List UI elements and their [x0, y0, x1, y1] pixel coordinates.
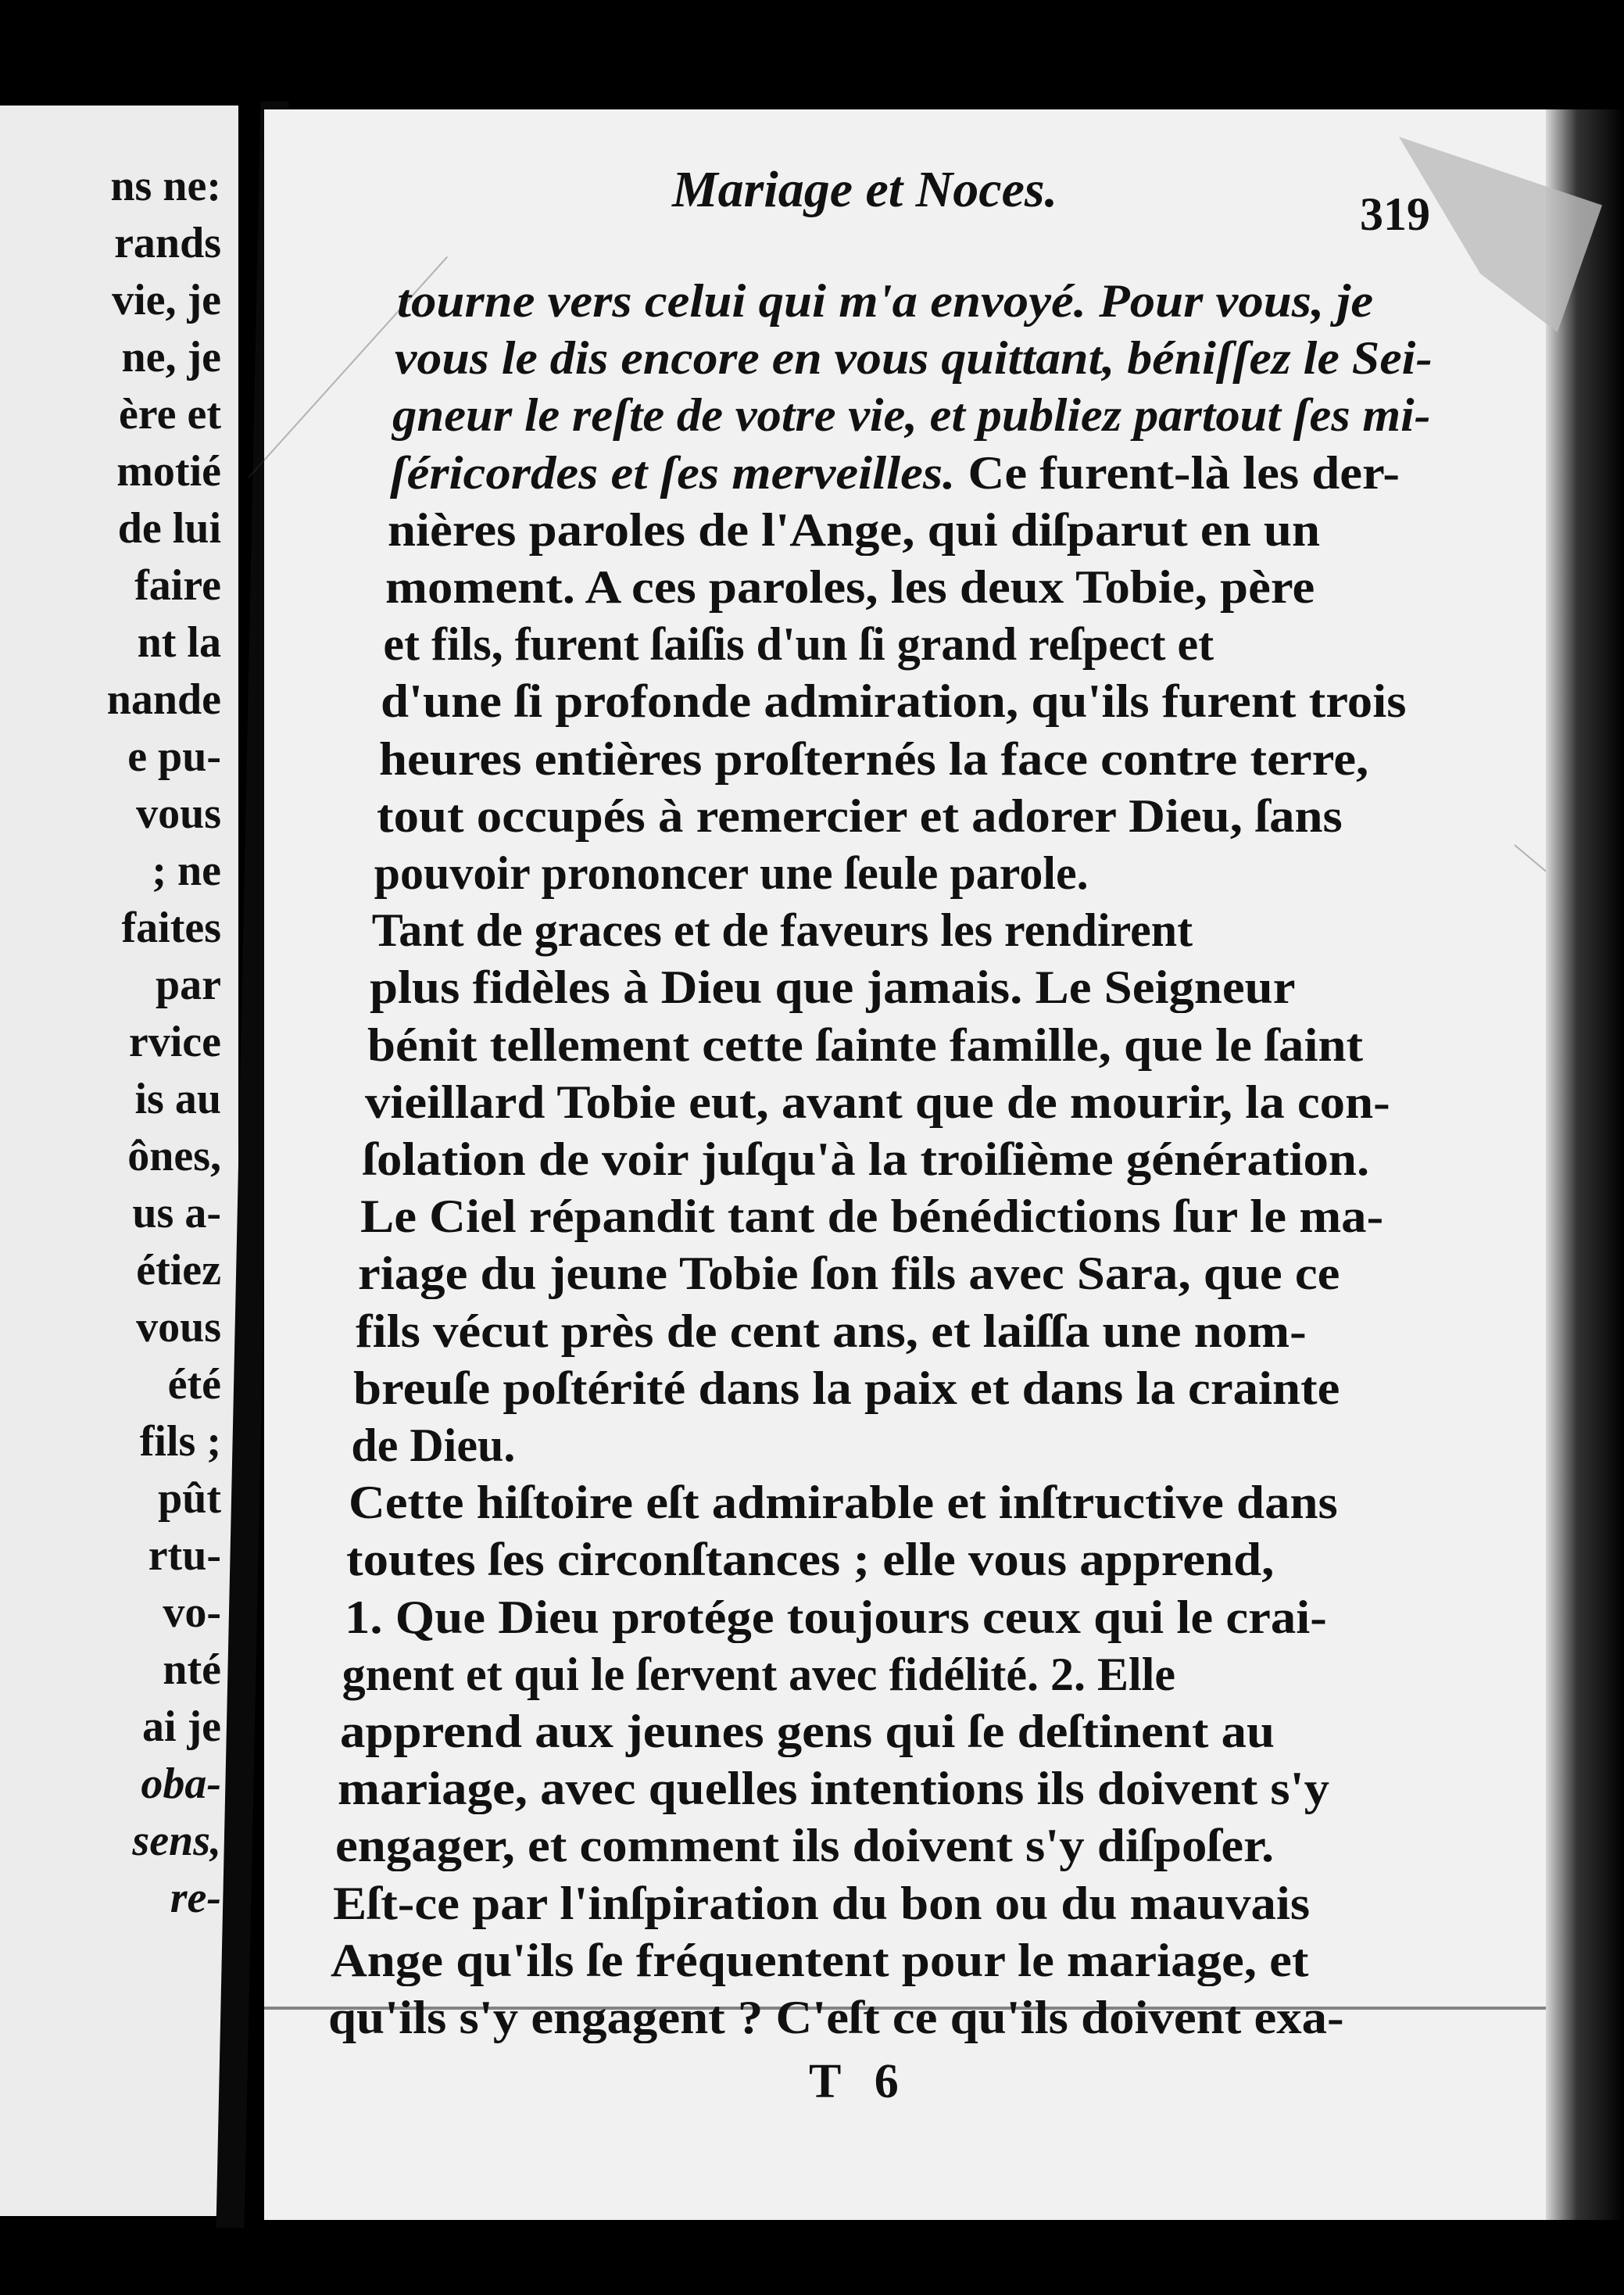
text-segment: plus fidèles à Dieu que jamais. Le Seigneur	[369, 961, 1296, 1014]
body-line	[385, 561, 1315, 613]
facing-page-line: vous	[136, 789, 221, 838]
body-line	[374, 847, 1089, 899]
facing-page-line: nt la	[137, 618, 221, 667]
body-line	[344, 1591, 1327, 1643]
body-line	[388, 503, 1321, 556]
body-line	[376, 789, 1343, 842]
text-segment: apprend aux jeunes gens qui ſe deſtinent au	[339, 1706, 1275, 1757]
text-segment: bénit tellement cette ſainte famille, que le ſaint	[367, 1019, 1363, 1071]
body-line	[330, 1934, 1309, 1986]
body-line	[378, 732, 1368, 785]
text-segment: qu'ils s'y engagent ? C'eſt ce qu'ils doivent exa-	[328, 1992, 1344, 2043]
facing-page-line: ne, je	[121, 333, 221, 381]
body-line	[332, 1877, 1310, 1929]
text-segment: heures entières proſternés la face contre terre,	[378, 732, 1368, 785]
facing-page-line: rvice	[128, 1018, 221, 1066]
running-title: Mariage et Noces.	[672, 161, 1058, 218]
facing-page-line: étiez	[136, 1246, 221, 1294]
facing-page-line: faire	[134, 561, 221, 610]
facing-page-line: faites	[121, 904, 221, 952]
body-line	[367, 1019, 1363, 1071]
body-line	[358, 1248, 1340, 1300]
text-segment: de Dieu.	[351, 1420, 516, 1471]
facing-page-line: par	[156, 961, 221, 1009]
text-segment: toutes ſes circonſtances ; elle vous apprend,	[346, 1534, 1275, 1586]
text-segment: d'une ſi profonde admiration, qu'ils furent trois	[381, 675, 1407, 728]
italic-text-segment: tourne vers celui qui m'a envoyé.	[397, 275, 1086, 327]
facing-page-line: rands	[114, 219, 221, 267]
facing-page-line: oba-	[141, 1760, 221, 1808]
facing-page-line: is au	[134, 1075, 221, 1123]
text-segment: Ange qu'ils ſe fréquentent pour le mariage, et	[330, 1934, 1309, 1986]
italic-text-segment: ſéricordes et ſes merveilles.	[390, 446, 956, 499]
facing-page-fragment	[0, 106, 238, 2216]
body-line	[337, 1763, 1329, 1815]
text-segment: moment. A ces paroles, les deux Tobie, père	[385, 561, 1315, 613]
signature-mark: T 6	[809, 2055, 910, 2108]
facing-page-line: de lui	[117, 504, 221, 553]
text-segment: mariage, avec quelles intentions ils doivent s'y	[337, 1763, 1329, 1815]
text-segment: gnent et qui le ſervent avec fidélité. 2. Elle	[342, 1648, 1176, 1700]
body-line	[346, 1534, 1275, 1586]
text-segment: Ce furent-là les der-	[955, 446, 1400, 499]
text-segment: ſolation de voir juſqu'à la troiſième génération.	[363, 1133, 1370, 1185]
text-segment: fils vécut près de cent ans, et laiſſa une nom-	[356, 1305, 1307, 1357]
facing-page-line: motié	[116, 447, 221, 496]
body-line	[334, 1820, 1274, 1872]
body-line	[351, 1422, 515, 1469]
text-segment: Tant de graces et de faveurs les rendirent	[371, 904, 1193, 957]
facing-page-line: ai je	[141, 1702, 221, 1751]
body-line	[349, 1477, 1339, 1529]
body-line	[340, 1708, 1275, 1755]
facing-page-line: vo-	[163, 1588, 221, 1637]
body-line	[390, 446, 1400, 499]
facing-page-line: vous	[136, 1303, 221, 1352]
facing-page-line: e pu-	[127, 732, 221, 781]
text-segment: Le Ciel répandit tant de bénédictions ſur le ma-	[360, 1190, 1384, 1243]
text-segment: tout occupés à remercier et adorer Dieu, ſans	[376, 789, 1343, 842]
facing-page-line: us a-	[132, 1189, 221, 1237]
page-number: 319	[1360, 188, 1430, 240]
body-line	[395, 332, 1433, 385]
text-segment: riage du jeune Tobie ſon fils avec Sara, que ce	[358, 1248, 1340, 1300]
facing-page-line: sens,	[132, 1817, 221, 1865]
text-segment: breuſe poſtérité dans la paix et dans la crainte	[353, 1362, 1340, 1414]
facing-page-line: re-	[170, 1874, 221, 1922]
facing-page-line: ère et	[118, 390, 221, 439]
body-line	[383, 618, 1214, 671]
text-segment: nières paroles de l'Ange, qui diſparut en un	[388, 503, 1321, 556]
body-line	[356, 1305, 1307, 1357]
body-line	[342, 1648, 1176, 1700]
facing-page-line: nande	[106, 675, 221, 724]
italic-text-segment: vous le dis encore en vous quittant, béniſſez le Sei-	[395, 332, 1433, 385]
text-segment	[1086, 275, 1099, 327]
facing-page-line: fils ;	[139, 1417, 221, 1466]
text-segment: Cette hiſtoire eſt admirable et inſtructive dans	[349, 1477, 1339, 1529]
italic-text-segment: gneur le reſte de votre vie, et publiez partout ſes mi-	[392, 389, 1431, 442]
facing-page-line: ônes,	[127, 1132, 221, 1180]
body-line	[371, 904, 1193, 957]
body-line	[360, 1190, 1384, 1243]
body-line	[369, 961, 1296, 1014]
text-segment: vieillard Tobie eut, avant que de mourir, la con-	[364, 1076, 1390, 1128]
italic-text-segment: Pour vous, je	[1099, 275, 1374, 327]
body-line	[397, 275, 1374, 327]
body-line	[364, 1076, 1390, 1128]
facing-page-line: pût	[158, 1474, 221, 1523]
facing-page-line: ns ne:	[110, 162, 221, 210]
facing-page-line: nté	[163, 1645, 221, 1694]
facing-page-line: été	[167, 1360, 221, 1409]
text-segment: 1. Que Dieu protége toujours ceux qui le crai-	[344, 1591, 1327, 1643]
body-line	[381, 675, 1407, 728]
facing-page-line: ; ne	[152, 847, 221, 895]
text-segment: et fils, furent ſaiſis d'un ſi grand reſpect et	[383, 618, 1214, 671]
text-segment: engager, et comment ils doivent s'y diſpoſer.	[334, 1820, 1274, 1872]
facing-page-line: vie, je	[112, 276, 221, 324]
facing-page-line: rtu-	[148, 1531, 221, 1580]
text-segment: Eſt-ce par l'inſpiration du bon ou du mauvais	[332, 1877, 1310, 1929]
body-line	[353, 1362, 1340, 1414]
body-line	[328, 1994, 1344, 2041]
body-line	[363, 1133, 1370, 1185]
text-segment: pouvoir prononcer une ſeule parole.	[374, 847, 1089, 899]
page-edge-shadow	[1546, 109, 1624, 2220]
body-line	[392, 389, 1431, 442]
